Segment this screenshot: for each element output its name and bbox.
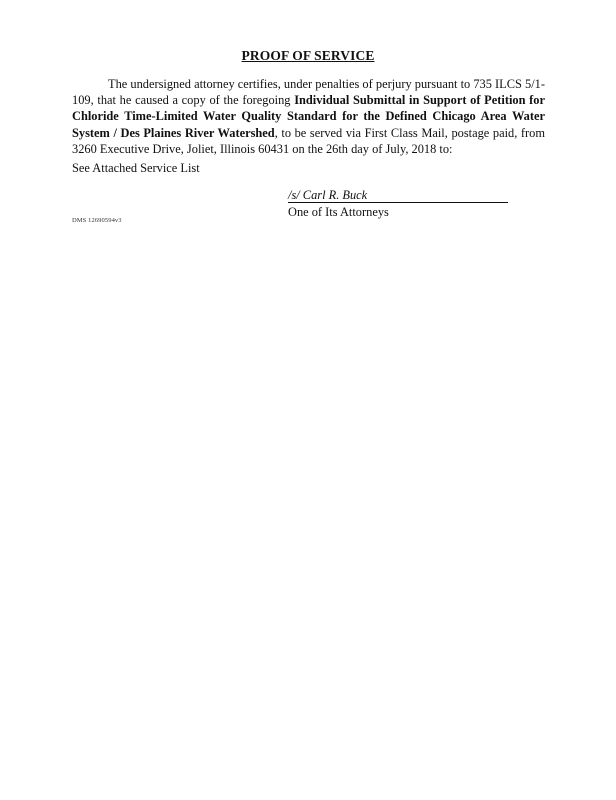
service-list-reference: See Attached Service List [72,161,200,175]
certification-paragraph [72,76,545,157]
page-title: PROOF OF SERVICE [241,48,375,63]
paragraph-text-start: The undersigned attorney certifies, under penalties of perjury pursuant to 735 ILCS 5/1-109, that he caused a copy of the foregoing [72,77,545,108]
signature-line [288,188,508,203]
submittal-title: Individual Submittal in Support of Petition for Chloride Time-Limited Water Quality Standard for the Defined Chicago Area Water System / Des Plaines River Watershed [72,93,545,140]
signature-title: One of Its Attorneys [288,205,389,219]
document-id: DMS 12690594v3 [72,217,122,224]
signature-text: /s/ Carl R. Buck [288,188,368,202]
paragraph-text-end: , to be served via First Class Mail, postage paid, from 3260 Executive Drive, Joliet, Illinois 60431 on the 26th day of July, 2018 to: [72,125,545,156]
